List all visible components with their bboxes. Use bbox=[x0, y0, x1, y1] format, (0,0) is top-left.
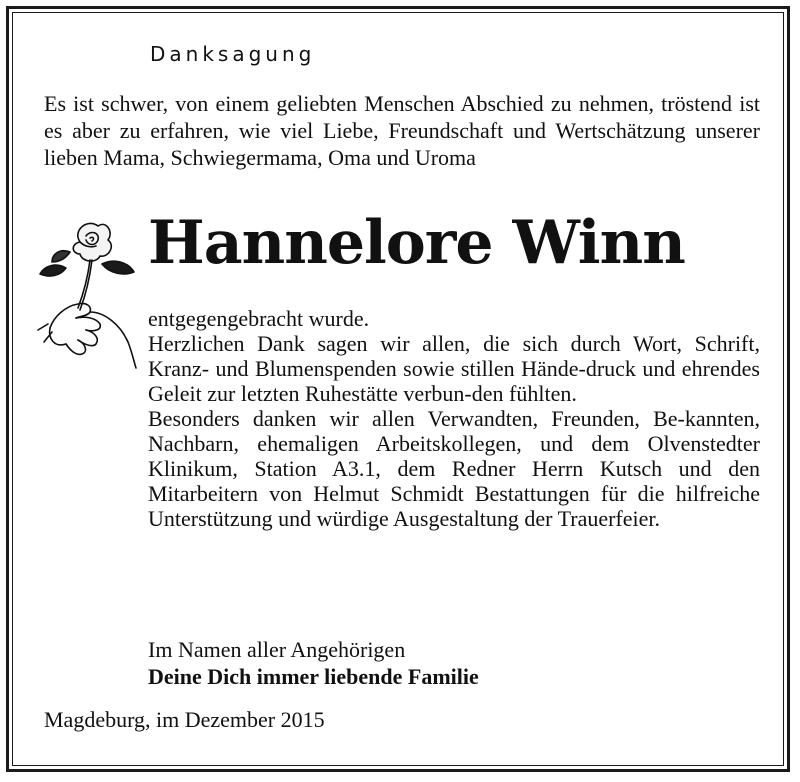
deceased-name: Hannelore Winn bbox=[148, 208, 685, 278]
place-date: Magdeburg, im Dezember 2015 bbox=[44, 707, 325, 732]
body-paragraph: Herzlichen Dank sagen wir allen, die sich durch Wort, Schrift, Kranz- und Blumenspenden sowie stillen Hände-druck und ehrendes Geleit zur letzten Ruhestätte verbun-den fühlten. bbox=[148, 331, 760, 406]
rose-in-hand-icon bbox=[30, 212, 142, 370]
body-paragraph: entgegengebracht wurde. bbox=[148, 306, 370, 331]
family-line: Deine Dich immer liebende Familie bbox=[148, 664, 479, 689]
signoff-line: Im Namen aller Angehörigen bbox=[148, 637, 406, 662]
body-text bbox=[148, 306, 760, 531]
signoff-block bbox=[148, 636, 760, 690]
intro-paragraph: Es ist schwer, von einem geliebten Menschen Abschied zu nehmen, tröstend ist es aber zu erfahren, wie viel Liebe, Freundschaft und Wertschätzung unserer lieben Mama, Schwiegermama, Oma und Uroma bbox=[44, 91, 760, 170]
body-paragraph: Besonders danken wir allen Verwandten, Freunden, Be-kannten, Nachbarn, ehemaligen Arbeitskollegen, und dem Olvenstedter Klinikum, Station A3.1, dem Redner Herrn Kutsch und den Mitarbeitern von Helmut Schmidt Bestattungen für die hilfreiche Unterstützung und würdige Ausgestaltung der Trauerfeier. bbox=[148, 406, 760, 531]
notice-heading: Danksagung bbox=[150, 42, 316, 66]
